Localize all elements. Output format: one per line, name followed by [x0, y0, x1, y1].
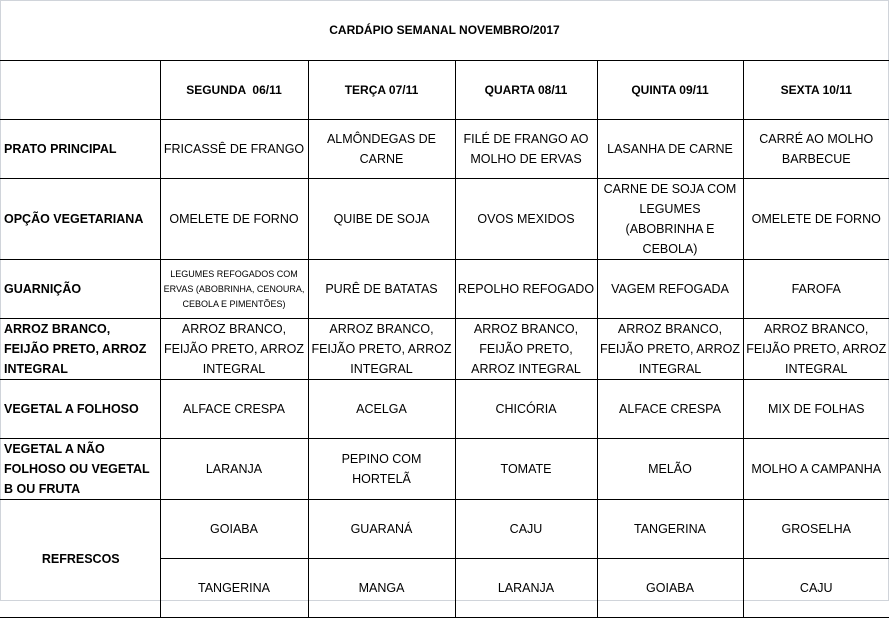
menu-cell: GOIABA	[160, 500, 308, 559]
row-label: PRATO PRINCIPAL	[0, 120, 160, 179]
menu-cell: CAJU	[455, 500, 597, 559]
menu-cell: LEGUMES REFOGADOS COM ERVAS (ABOBRINHA, CENOURA, CEBOLA E PIMENTÕES)	[160, 260, 308, 319]
menu-cell: PURÊ DE BATATAS	[308, 260, 455, 319]
header-row	[0, 61, 889, 120]
refrescos-row	[0, 500, 889, 559]
weekly-menu-table	[0, 60, 889, 618]
table-row	[0, 319, 889, 380]
day-header: TERÇA 07/11	[308, 61, 455, 120]
row-label: VEGETAL A NÃO FOLHOSO OU VEGETAL B OU FRUTA	[0, 439, 160, 500]
row-label: OPÇÃO VEGETARIANA	[0, 179, 160, 260]
table-row	[0, 120, 889, 179]
row-label: GUARNIÇÃO	[0, 260, 160, 319]
table-row	[0, 439, 889, 500]
menu-cell: FILÉ DE FRANGO AO MOLHO DE ERVAS	[455, 120, 597, 179]
menu-cell: QUIBE DE SOJA	[308, 179, 455, 260]
menu-cell: TANGERINA	[160, 559, 308, 618]
menu-cell: MANGA	[308, 559, 455, 618]
day-header: SEGUNDA 06/11	[160, 61, 308, 120]
menu-cell: CARRÉ AO MOLHO BARBECUE	[743, 120, 889, 179]
day-header: SEXTA 10/11	[743, 61, 889, 120]
menu-cell: ALFACE CRESPA	[160, 380, 308, 439]
menu-cell: VAGEM REFOGADA	[597, 260, 743, 319]
menu-cell: ARROZ BRANCO, FEIJÃO PRETO, ARROZ INTEGRAL	[743, 319, 889, 380]
menu-cell: GROSELHA	[743, 500, 889, 559]
row-label: VEGETAL A FOLHOSO	[0, 380, 160, 439]
menu-cell: REPOLHO REFOGADO	[455, 260, 597, 319]
menu-cell: ARROZ BRANCO, FEIJÃO PRETO, ARROZ INTEGRAL	[455, 319, 597, 380]
menu-cell: ALMÔNDEGAS DE CARNE	[308, 120, 455, 179]
menu-cell: OMELETE DE FORNO	[160, 179, 308, 260]
menu-cell: MOLHO A CAMPANHA	[743, 439, 889, 500]
menu-cell: MELÃO	[597, 439, 743, 500]
table-row	[0, 260, 889, 319]
row-label: ARROZ BRANCO, FEIJÃO PRETO, ARROZ INTEGRAL	[0, 319, 160, 380]
menu-cell: FRICASSÊ DE FRANGO	[160, 120, 308, 179]
day-header: QUARTA 08/11	[455, 61, 597, 120]
menu-cell: LARANJA	[455, 559, 597, 618]
menu-cell: MIX DE FOLHAS	[743, 380, 889, 439]
row-label: REFRESCOS	[0, 500, 160, 618]
menu-cell: GOIABA	[597, 559, 743, 618]
menu-cell: CHICÓRIA	[455, 380, 597, 439]
table-row	[0, 380, 889, 439]
menu-cell: FAROFA	[743, 260, 889, 319]
menu-cell: LASANHA DE CARNE	[597, 120, 743, 179]
menu-cell: TANGERINA	[597, 500, 743, 559]
menu-cell: ALFACE CRESPA	[597, 380, 743, 439]
menu-title: CARDÁPIO SEMANAL NOVEMBRO/2017	[329, 23, 560, 37]
menu-cell: ARROZ BRANCO, FEIJÃO PRETO, ARROZ INTEGRAL	[597, 319, 743, 380]
menu-cell: CAJU	[743, 559, 889, 618]
menu-cell: ACELGA	[308, 380, 455, 439]
menu-cell: TOMATE	[455, 439, 597, 500]
menu-cell: PEPINO COM HORTELÃ	[308, 439, 455, 500]
menu-cell: ARROZ BRANCO, FEIJÃO PRETO, ARROZ INTEGRAL	[308, 319, 455, 380]
menu-cell: GUARANÁ	[308, 500, 455, 559]
corner-cell	[0, 61, 160, 120]
menu-cell: ARROZ BRANCO, FEIJÃO PRETO, ARROZ INTEGRAL	[160, 319, 308, 380]
menu-cell: CARNE DE SOJA COM LEGUMES (ABOBRINHA E CEBOLA)	[597, 179, 743, 260]
table-row	[0, 179, 889, 260]
menu-cell: LARANJA	[160, 439, 308, 500]
menu-cell: OMELETE DE FORNO	[743, 179, 889, 260]
menu-cell: OVOS MEXIDOS	[455, 179, 597, 260]
day-header: QUINTA 09/11	[597, 61, 743, 120]
